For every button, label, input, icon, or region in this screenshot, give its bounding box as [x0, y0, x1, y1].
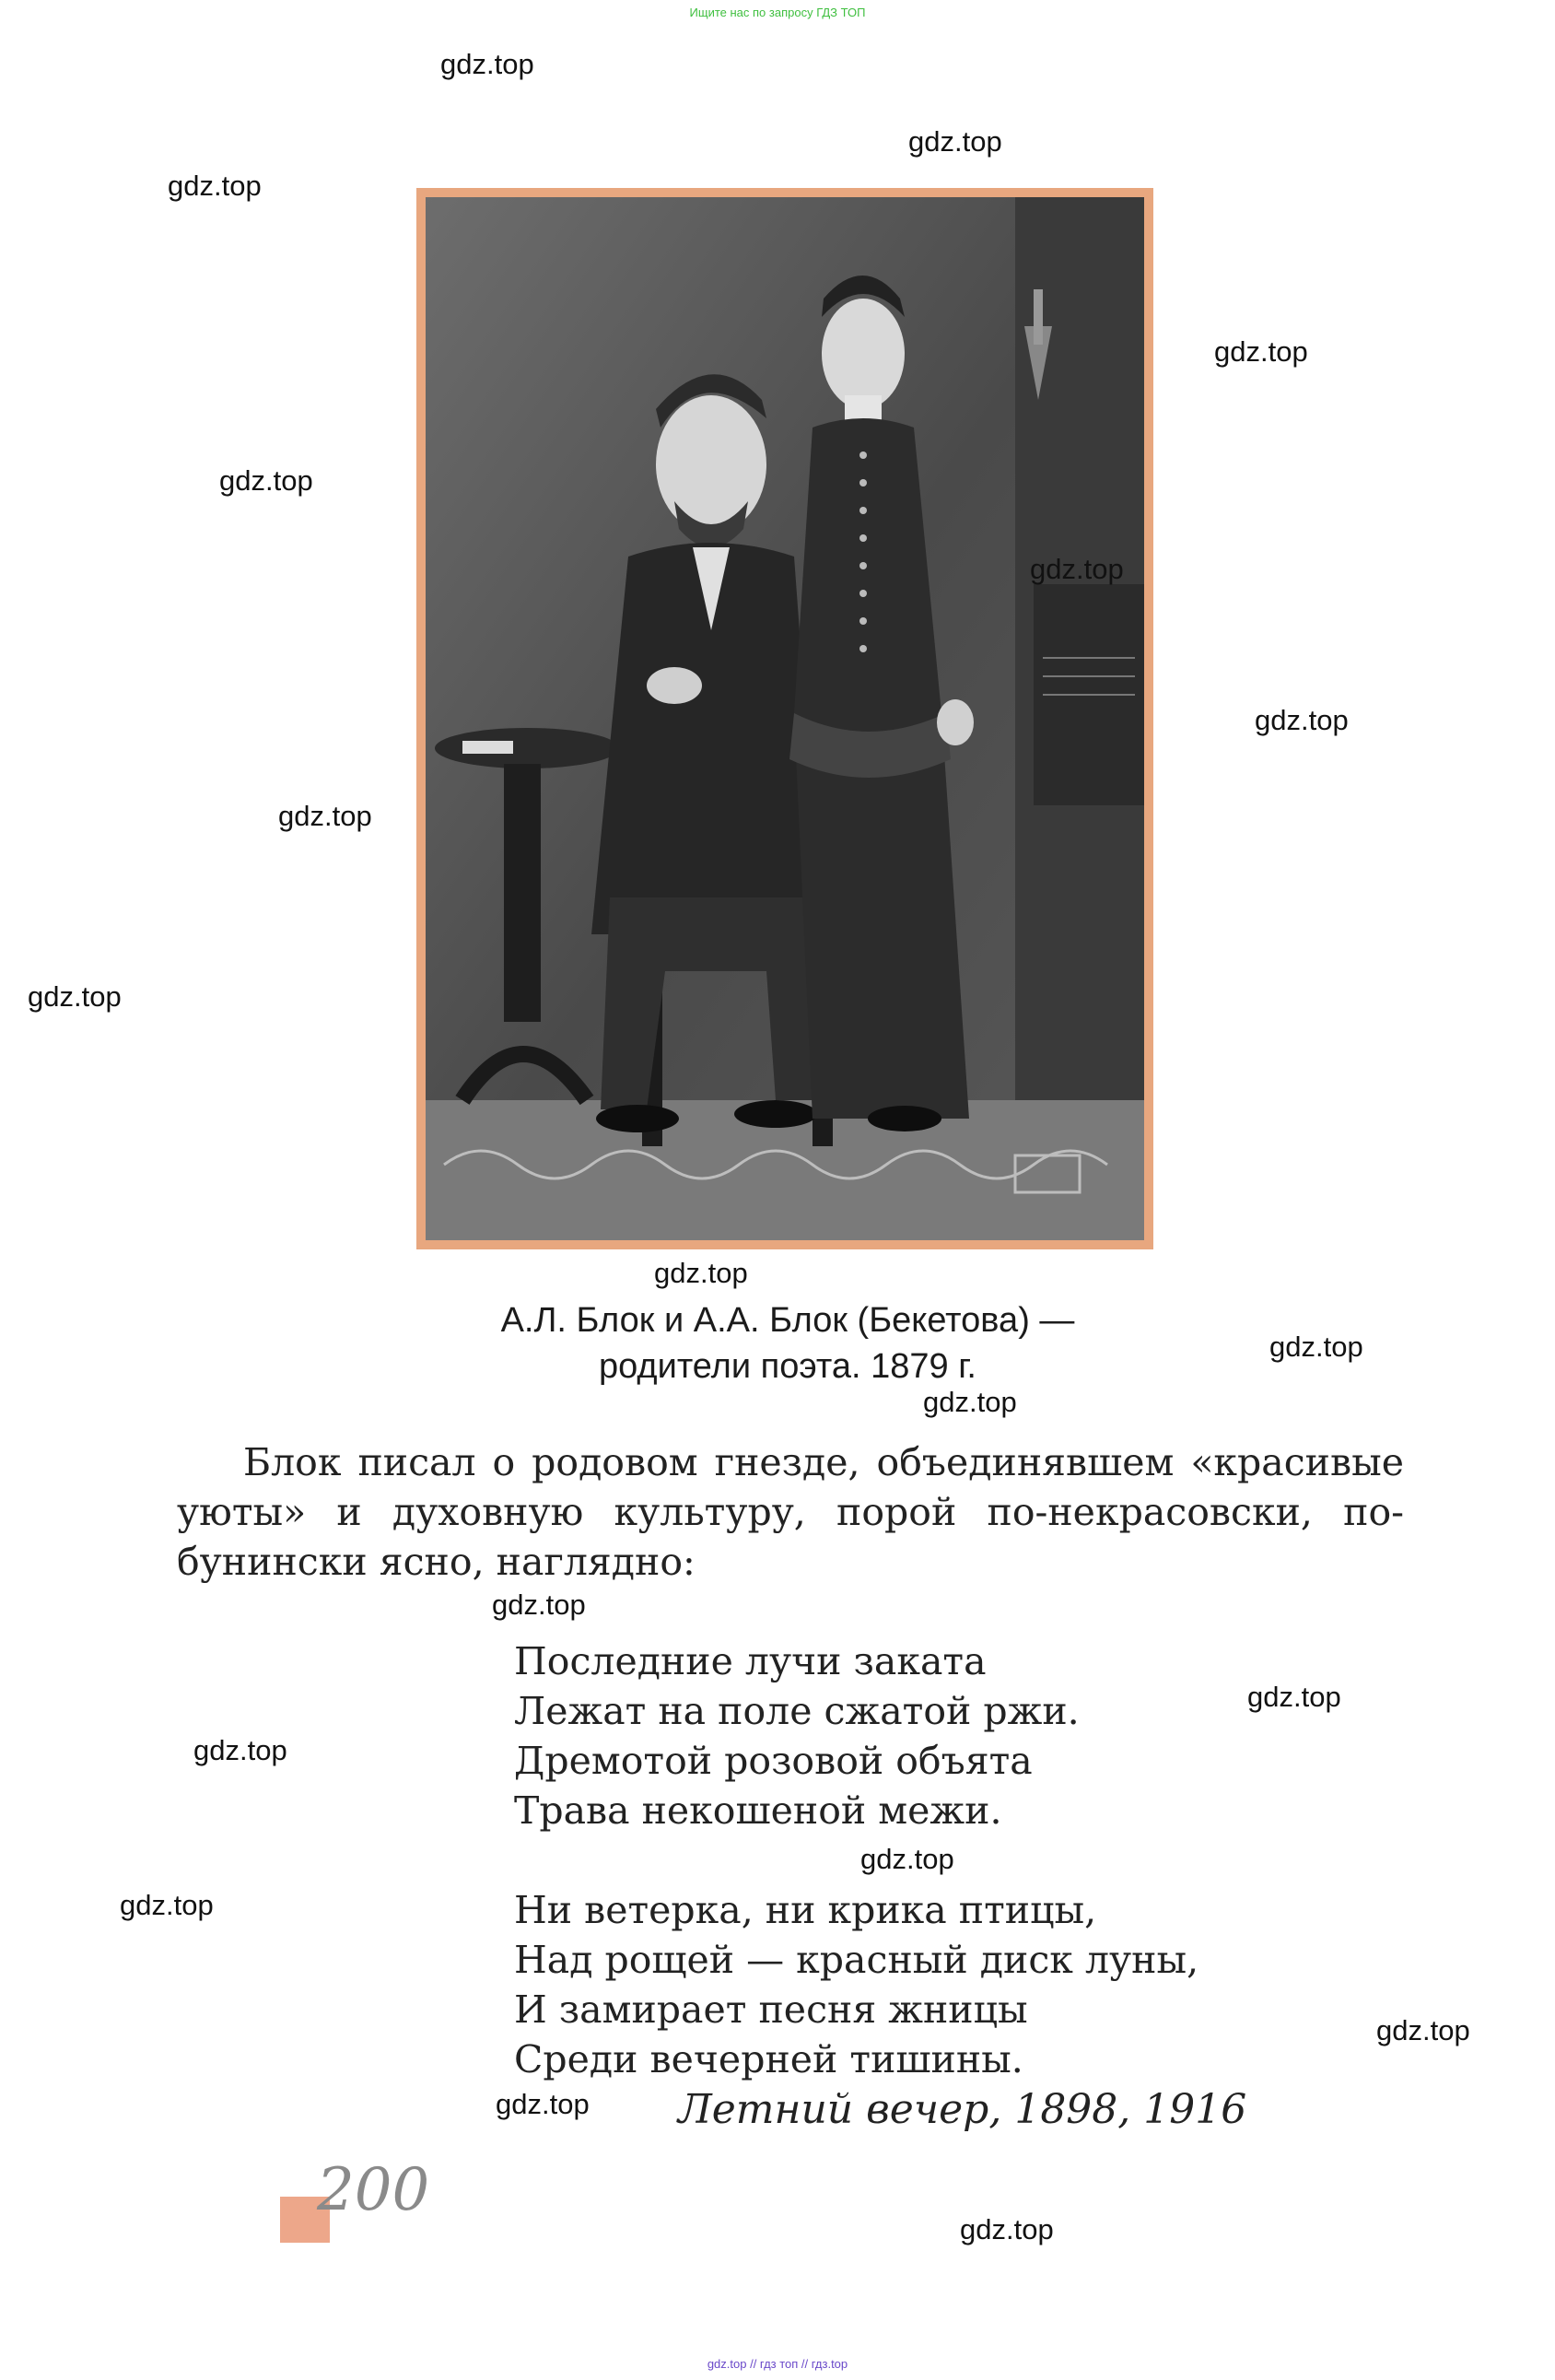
poem [514, 1636, 1198, 2084]
family-portrait-photo [426, 197, 1144, 1240]
page-number: 200 [317, 2156, 430, 2224]
watermark: gdz.top [1376, 2014, 1470, 2046]
watermark: gdz.top [492, 1589, 586, 1621]
paragraph-text: Блок писал о родовом гнезде, объединявшем «красивые уюты» и духовную культуру, порой по-некрасовски, по-бунински ясно, наглядно: [177, 1440, 1404, 1584]
photo-caption [368, 1297, 1207, 1389]
poem-line: Лежат на поле сжатой ржи. [514, 1689, 1080, 1733]
watermark: gdz.top [908, 125, 1002, 158]
watermark: gdz.top [1214, 335, 1308, 368]
watermark: gdz.top [1255, 704, 1349, 736]
top-banner: Ищите нас по запросу ГДЗ ТОП [689, 6, 866, 19]
poem-line: Среди вечерней тишины. [514, 2037, 1023, 2081]
caption-line-2: родители поэта. 1879 г. [598, 1347, 976, 1386]
poem-signature: Летний вечер, 1898, 1916 [678, 2086, 1247, 2133]
body-paragraph [177, 1437, 1404, 1587]
watermark: gdz.top [1269, 1331, 1363, 1363]
watermark: gdz.top [1030, 553, 1124, 585]
poem-line: Трава некошеной межи. [514, 1788, 1002, 1833]
caption-line-1: А.Л. Блок и А.А. Блок (Бекетова) — [500, 1301, 1075, 1340]
watermark: gdz.top [923, 1386, 1017, 1418]
portrait-photo-icon [426, 197, 1144, 1240]
poem-line: Дремотой розовой объята [514, 1739, 1033, 1783]
watermark: gdz.top [193, 1734, 287, 1766]
stanza-gap [514, 1835, 1198, 1885]
poem-line: И замирает песня жницы [514, 1987, 1028, 2032]
watermark: gdz.top [1247, 1681, 1341, 1713]
watermark: gdz.top [219, 464, 313, 497]
watermark: gdz.top [654, 1257, 748, 1289]
poem-line: Последние лучи заката [514, 1639, 987, 1683]
watermark: gdz.top [28, 980, 122, 1013]
bottom-banner: gdz.top // гдз топ // гдз.top [707, 2357, 848, 2371]
poem-line: Ни ветерка, ни крика птицы, [514, 1888, 1097, 1932]
watermark: gdz.top [960, 2213, 1054, 2245]
poem-line: Над рощей — красный диск луны, [514, 1938, 1199, 1982]
watermark: gdz.top [860, 1843, 954, 1875]
portrait-photo-frame [416, 188, 1153, 1249]
watermark: gdz.top [278, 800, 372, 832]
watermark: gdz.top [440, 48, 534, 80]
watermark: gdz.top [120, 1889, 214, 1921]
watermark: gdz.top [168, 170, 262, 202]
watermark: gdz.top [496, 2088, 590, 2120]
